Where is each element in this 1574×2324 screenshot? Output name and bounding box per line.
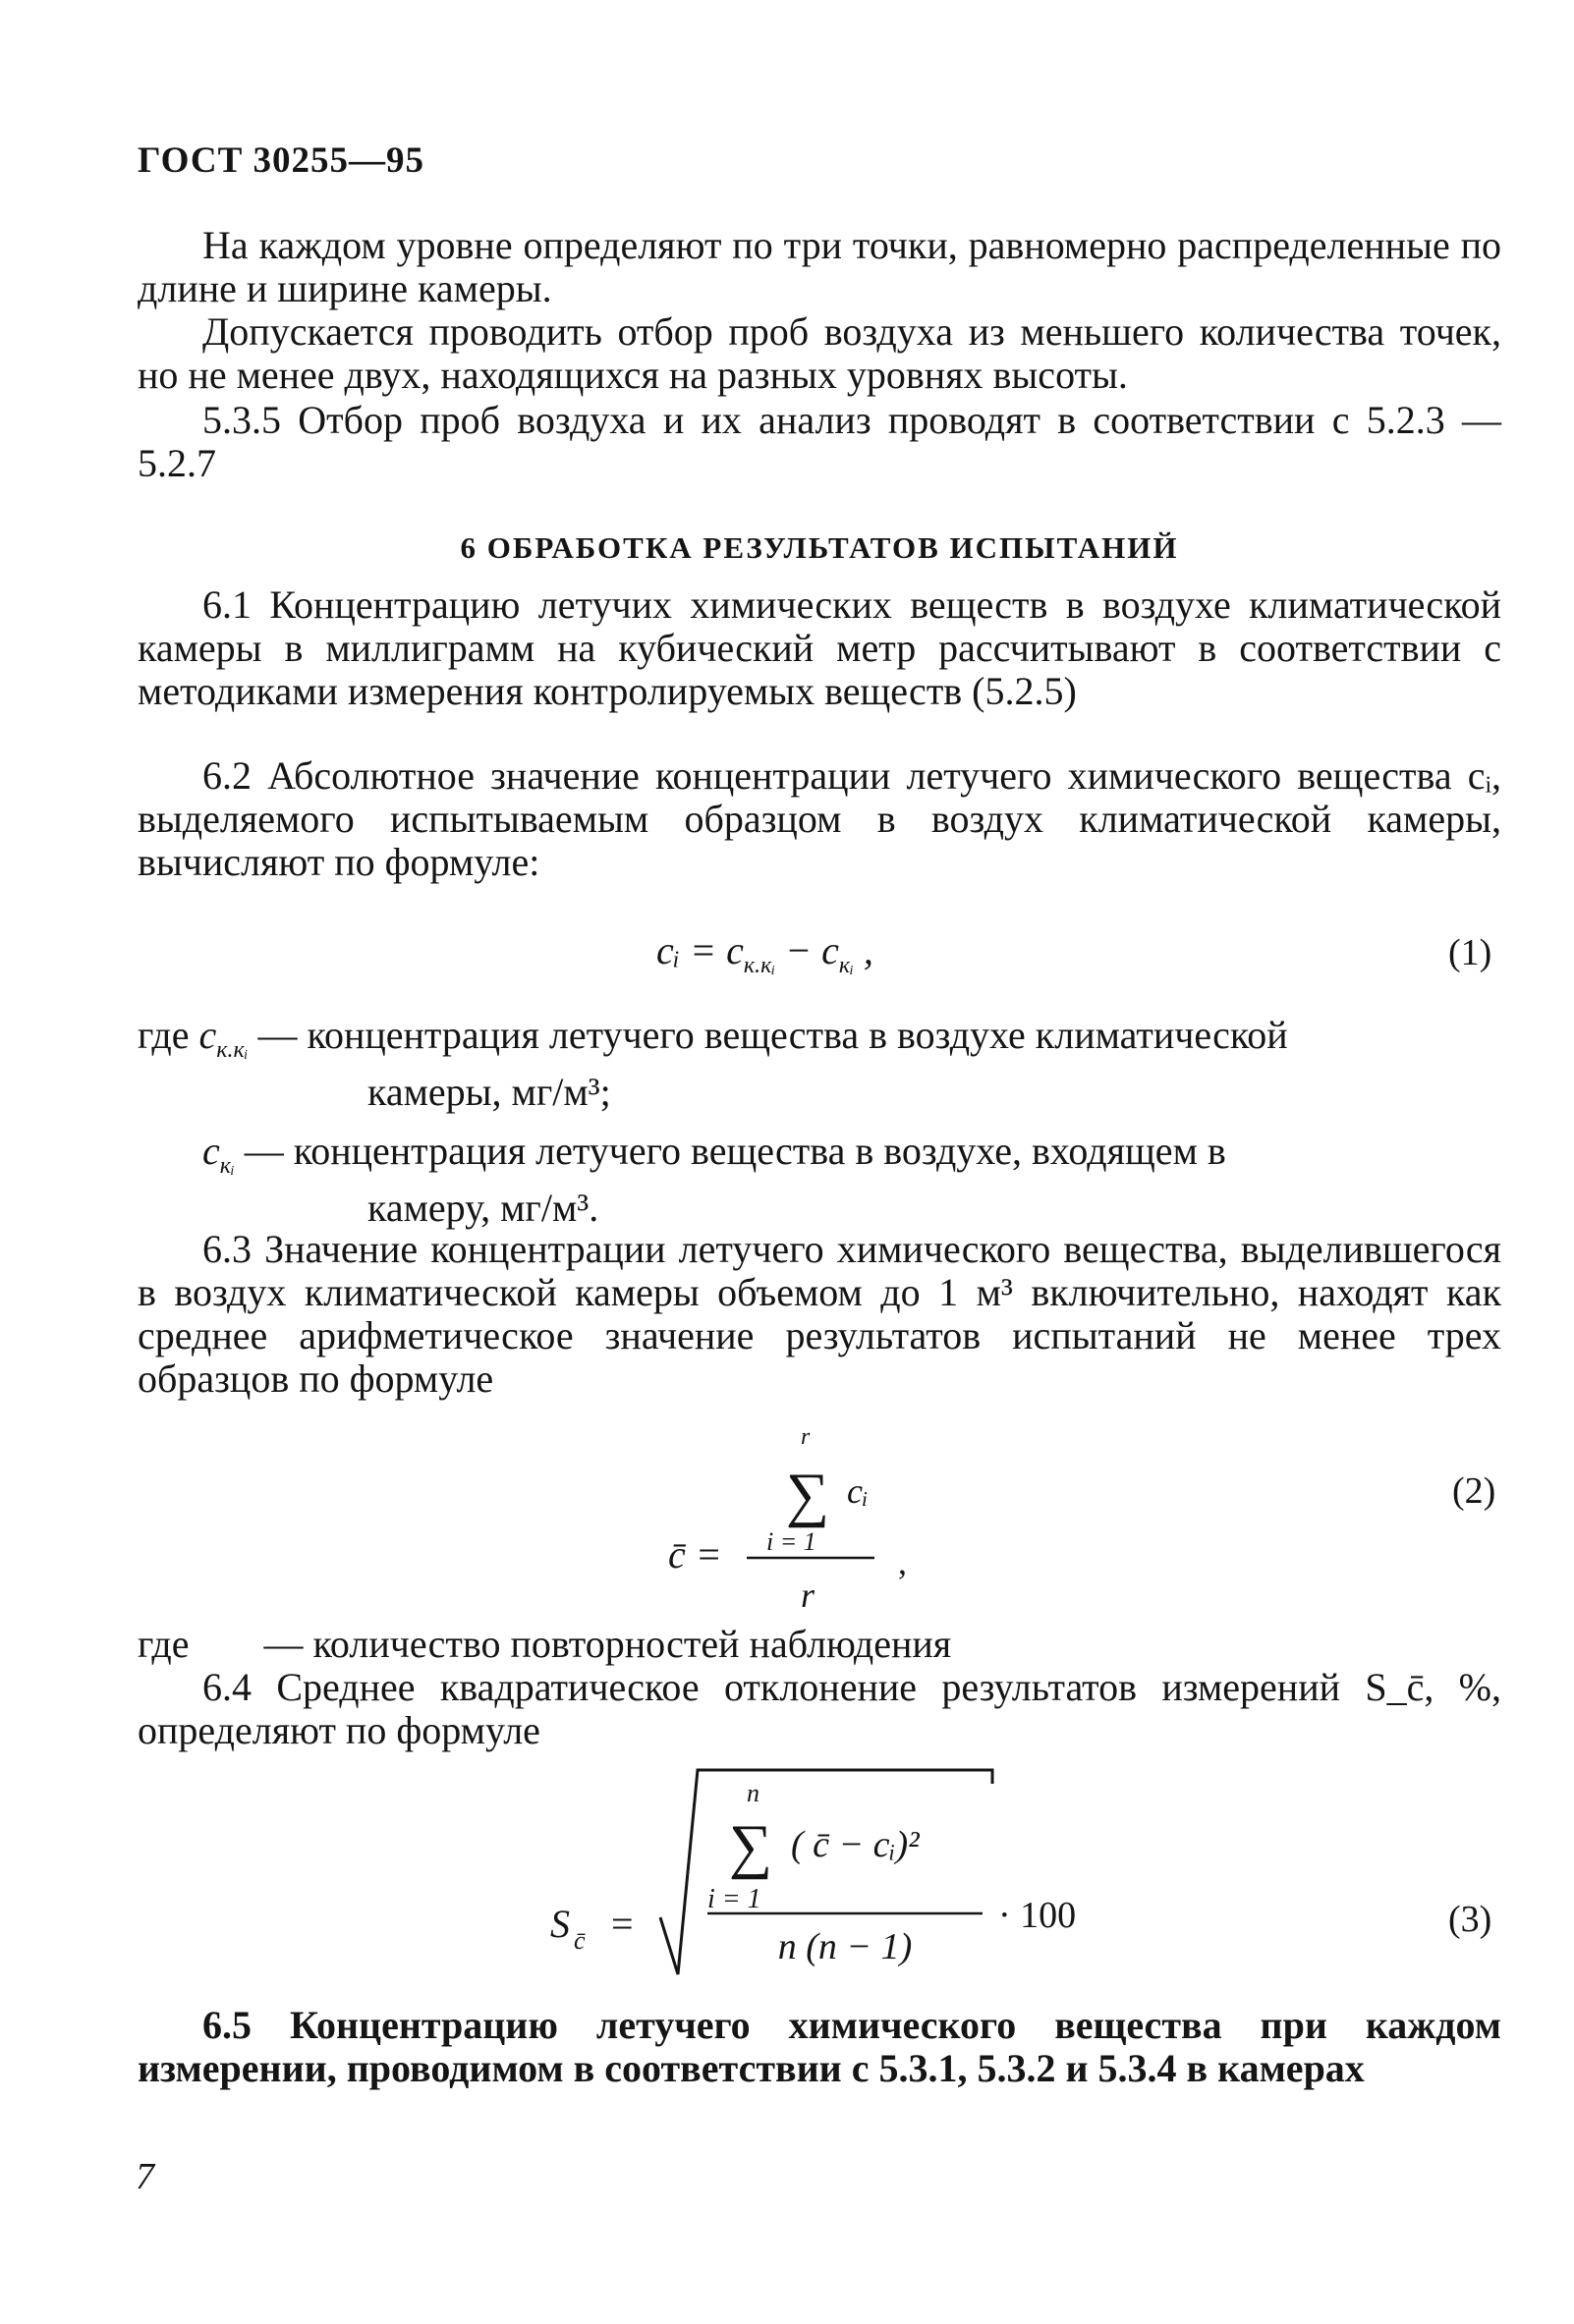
where-2-lead: где bbox=[138, 1622, 190, 1666]
where-1-symbol-2: c bbox=[202, 1129, 220, 1173]
formula-2-lhs: c̄ = bbox=[668, 1532, 722, 1577]
where-2-line bbox=[138, 1623, 951, 1666]
svg-text:=: = bbox=[611, 1902, 634, 1946]
formula-2-number: (2) bbox=[1452, 1470, 1496, 1512]
formula-3 bbox=[550, 1750, 1100, 1986]
where-1-symbol-2-sub: кᵢ bbox=[219, 1153, 235, 1179]
formula-2-term: cᵢ bbox=[847, 1471, 869, 1511]
formula-1-number: (1) bbox=[1448, 932, 1492, 973]
formula-3-denominator: n (n − 1) bbox=[777, 1926, 913, 1967]
formula-3-term: ( c̄ − cᵢ)² bbox=[791, 1824, 920, 1865]
formula-1-term-a: c bbox=[726, 928, 744, 972]
paragraph-6-3: 6.3 Значение концентрации летучего химического вещества, выделившегося в воздух климатической камеры объемом до 1 м³ включительно, находят как среднее арифметическое значение результатов испытаний не менее трех образцов по формуле bbox=[138, 1227, 1501, 1401]
formula-3-lhs: S bbox=[550, 1902, 570, 1946]
formula-2-sum-sign: ∑ bbox=[785, 1462, 830, 1528]
formula-1-term-a-sub: к.кᵢ bbox=[743, 953, 776, 978]
paragraph-6-1: 6.1 Концентрацию летучих химических веществ в воздухе климатической камеры в миллиграмм на кубический метр рассчитывают в соответствии с методиками измерения контролируемых веществ (5.2.5) bbox=[138, 582, 1501, 713]
formula-2-sum-bottom: i = 1 bbox=[766, 1527, 816, 1556]
where-1-line-2 bbox=[202, 1129, 1226, 1179]
section-title: 6 ОБРАБОТКА РЕЗУЛЬТАТОВ ИСПЫТАНИЙ bbox=[460, 530, 1179, 565]
formula-3-sum-sign: ∑ bbox=[728, 1813, 773, 1880]
formula-3-lhs-sub: c̄ bbox=[574, 1926, 586, 1955]
where-1-def-2-cont: камеру, мг/м³. bbox=[367, 1186, 599, 1230]
formula-2 bbox=[668, 1414, 963, 1631]
formula-3-sum-bottom: i = 1 bbox=[707, 1884, 761, 1914]
formula-2-sum-top: r bbox=[801, 1424, 811, 1450]
formula-1: cᵢ = $c_{к.кᵢ} - c_{кᵢ}$ , bbox=[656, 928, 873, 978]
paragraph-5-3-5: 5.3.5 Отбор проб воздуха и их анализ проводят в соответствии с 5.2.3 — 5.2.7 bbox=[138, 398, 1501, 485]
svg-text:,: , bbox=[898, 1542, 907, 1581]
formula-3-number: (3) bbox=[1448, 1899, 1492, 1940]
paragraph-measurement-points: На каждом уровне определяют по три точки, равномерно распределенные по длине и ширине камеры. bbox=[138, 223, 1501, 310]
standard-header: ГОСТ 30255—95 bbox=[138, 140, 424, 181]
where-1-def-1-cont: камеры, мг/м³; bbox=[367, 1070, 611, 1114]
formula-3-sum-top: n bbox=[747, 1779, 759, 1807]
paragraph-6-4: 6.4 Среднее квадратическое отклонение результатов измерений S_c̄, %, определяют по формуле bbox=[138, 1665, 1501, 1752]
where-1-line-1 bbox=[138, 1013, 1288, 1063]
page-number: 7 bbox=[136, 2156, 154, 2197]
where-1-symbol-1-sub: к.кᵢ bbox=[216, 1037, 249, 1063]
where-1-lead: где bbox=[138, 1013, 190, 1057]
formula-1-term-b: c bbox=[821, 928, 839, 972]
where-1-symbol-1: c bbox=[198, 1013, 217, 1057]
formula-3-multiplier: · 100 bbox=[998, 1895, 1077, 1936]
where-1-definition-2: — концентрация летучего вещества в воздухе, входящем в bbox=[244, 1129, 1226, 1173]
where-2-definition: — количество повторностей наблюдения bbox=[263, 1622, 952, 1666]
formula-2-denominator: r bbox=[800, 1576, 815, 1615]
formula-1-lhs: cᵢ bbox=[656, 928, 681, 972]
paragraph-6-2: 6.2 Абсолютное значение концентрации летучего химического вещества cᵢ, выделяемого испытываемым образцом в воздух климатической камеры, вычисляют по формуле: bbox=[138, 753, 1501, 884]
formula-1-term-b-sub: кᵢ bbox=[838, 953, 854, 978]
where-1-definition-1: — концентрация летучего вещества в воздухе климатической bbox=[257, 1013, 1288, 1057]
paragraph-6-5: 6.5 Концентрацию летучего химического вещества при каждом измерении, проводимом в соответствии с 5.3.1, 5.3.2 и 5.3.4 в камерах bbox=[138, 2003, 1501, 2090]
paragraph-allowed-fewer-points: Допускается проводить отбор проб воздуха из меньшего количества точек, но не менее двух, находящихся на разных уровнях высоты. bbox=[138, 309, 1501, 397]
